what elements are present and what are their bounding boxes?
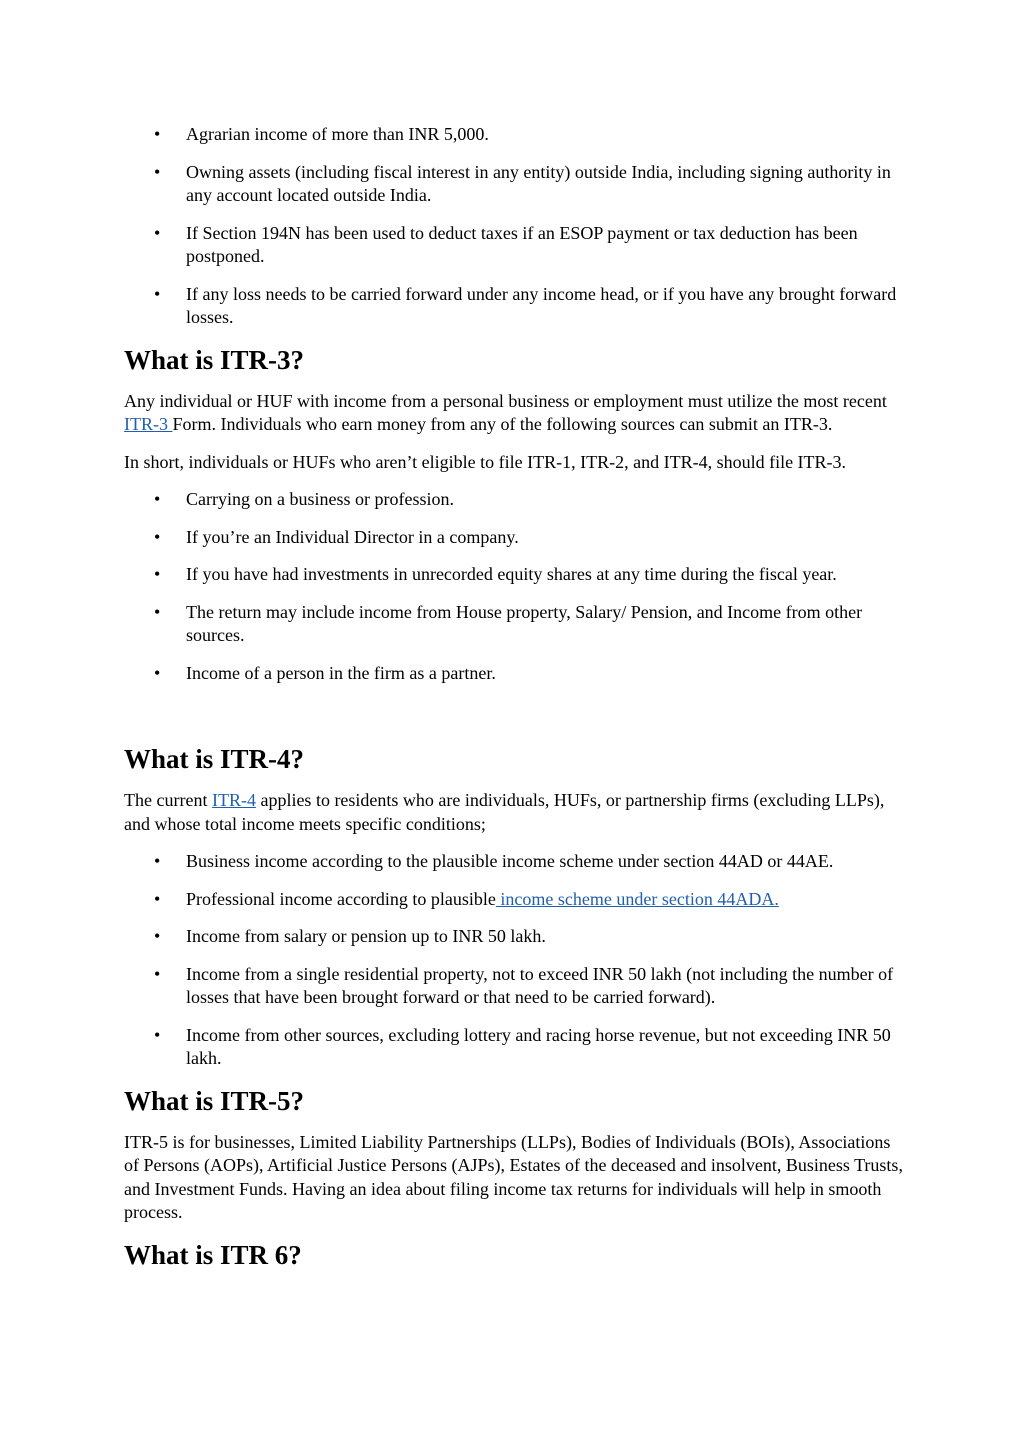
itr3-intro (124, 390, 904, 437)
section-44ada-link[interactable]: income scheme under section 44ADA. (495, 888, 779, 909)
itr3-summary: In short, individuals or HUFs who aren’t eligible to file ITR-1, ITR-2, and ITR-4, should file ITR-3. (124, 451, 847, 472)
itr4-intro (124, 789, 904, 836)
list-item: • Agrarian income of more than INR 5,000. (124, 123, 904, 147)
eligibility-list (124, 123, 904, 330)
list-item: • Carrying on a business or profession. (124, 488, 904, 512)
itr3-link[interactable]: ITR-3 (124, 414, 173, 434)
itr4-intro-text-cont: applies to residents who are individuals, HUFs, or partnership firms (excluding LLPs), and whose total income meets specific conditions; (124, 790, 885, 834)
list-item: • The return may include income from House property, Salary/ Pension, and Income from other sources. (124, 601, 904, 648)
list-item: • Income from other sources, excluding lottery and racing horse revenue, but not exceeding INR 50 lakh. (124, 1024, 904, 1071)
itr4-list (124, 850, 904, 1071)
itr3-list (124, 488, 904, 685)
itr6-heading: What is ITR 6? (124, 1239, 302, 1270)
itr4-heading: What is ITR-4? (124, 744, 305, 774)
itr3-heading: What is ITR-3? (124, 344, 305, 375)
itr5-heading: What is ITR-5? (124, 1085, 305, 1116)
itr4-link[interactable]: ITR-4 (211, 790, 256, 810)
itr3-intro-text-cont: Form. Individuals who earn money from any of the following sources can submit an ITR-3. (172, 414, 833, 434)
itr5-description: ITR-5 is for businesses, Limited Liability Partnerships (LLPs), Bodies of Individuals (BOIs), Associations of Persons (AOPs), Artificial Justice Persons (AJPs), Estates of the deceased and insolvent, Business Trusts, and Investment Funds. Having an idea about filing income tax returns for individuals will help in smooth process. (124, 1131, 903, 1222)
list-item-text: Professional income according to plausible (186, 888, 496, 909)
list-item: • Income from salary or pension up to INR 50 lakh. (124, 925, 904, 949)
itr3-intro-text: Any individual or HUF with income from a personal business or employment must utilize the most recent (124, 390, 887, 411)
list-item: • Income of a person in the firm as a partner. (124, 662, 904, 686)
list-item: • If you’re an Individual Director in a company. (124, 526, 904, 550)
list-item: • If any loss needs to be carried forward under any income head, or if you have any brought forward losses. (124, 283, 904, 330)
list-item: • Business income according to the plausible income scheme under section 44AD or 44AE. (124, 850, 904, 874)
itr4-intro-text: The current (124, 790, 212, 810)
list-item: • Income from a single residential property, not to exceed INR 50 lakh (not including the number of losses that have been brought forward or that need to be carried forward). (124, 963, 904, 1010)
list-item: • If you have had investments in unrecorded equity shares at any time during the fiscal year. (124, 563, 904, 587)
list-item: • Owning assets (including fiscal interest in any entity) outside India, including signing authority in any account located outside India. (124, 161, 904, 208)
list-item: • If Section 194N has been used to deduct taxes if an ESOP payment or tax deduction has been postponed. (124, 222, 904, 269)
list-item (124, 888, 904, 912)
document-content (124, 123, 904, 1271)
